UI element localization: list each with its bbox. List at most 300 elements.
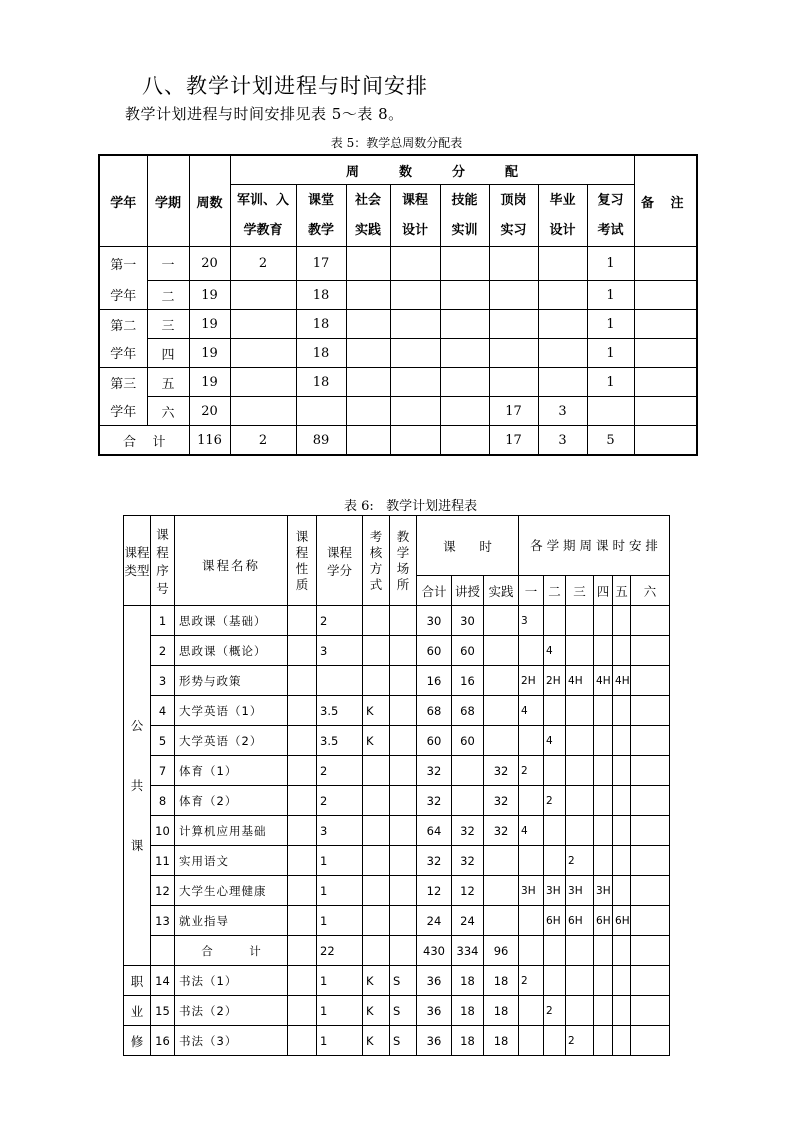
- category-career-course: 业: [124, 996, 151, 1026]
- cell-text-line: 课: [295, 528, 309, 544]
- total-c1: 2: [230, 426, 296, 456]
- cell-total-hours: 30: [417, 606, 452, 636]
- cell-term-hours: [544, 816, 566, 846]
- header-c7: [538, 185, 587, 247]
- cell-term-hours: [519, 846, 544, 876]
- header-course-nature: [288, 516, 317, 606]
- cell-nature: [288, 696, 317, 726]
- cell-c1: 2: [230, 247, 296, 281]
- cell-total-hours: 32: [417, 846, 452, 876]
- header-year: 学年: [99, 155, 147, 247]
- intro-paragraph: 教学计划进程与时间安排见表 5～表 8。: [125, 105, 404, 123]
- cell-nature: [288, 606, 317, 636]
- cell-nature: [288, 876, 317, 906]
- cell-venue: [390, 666, 417, 696]
- cell-practice-hours: [484, 606, 519, 636]
- cell-c8: 1: [587, 281, 634, 310]
- cell-text-line: 设计: [401, 222, 428, 238]
- cell-text-line: 课程: [156, 526, 169, 560]
- cell-term: 四: [147, 339, 189, 368]
- cell-course-name: 思政课（基础）: [175, 606, 288, 636]
- cell-c2: [296, 397, 346, 426]
- table6-row: [124, 966, 670, 996]
- cell-practice-hours: [484, 666, 519, 696]
- table6-row: [124, 606, 670, 636]
- cell-text-line: 所: [396, 576, 410, 592]
- cell-text-line: 军训、入: [236, 192, 289, 208]
- cell-term-hours: 2: [566, 846, 594, 876]
- cell-total-hours: 68: [417, 696, 452, 726]
- cell-total-hours: 64: [417, 816, 452, 846]
- cell-term-hours: [519, 636, 544, 666]
- cell-exam: [363, 906, 390, 936]
- cell-lecture-hours: 18: [452, 1026, 484, 1056]
- cell-term-hours: [613, 1026, 631, 1056]
- cell-c6: [489, 339, 538, 368]
- cell-total-hours: 32: [417, 786, 452, 816]
- cell-total-hours: 12: [417, 876, 452, 906]
- cell-c1: [230, 310, 296, 339]
- cell-nature: [288, 966, 317, 996]
- cell-venue: S: [390, 1026, 417, 1056]
- header-hours-sub: 实践: [484, 576, 519, 606]
- cell-course-name: 就业指导: [175, 906, 288, 936]
- cell-year: 第三: [99, 368, 147, 397]
- cell-term-hours: [566, 936, 594, 966]
- cell-seq: 3: [151, 666, 175, 696]
- cell-practice-hours: 18: [484, 966, 519, 996]
- header-hours: 课 时: [417, 516, 519, 576]
- category-career-course: 修: [124, 1026, 151, 1056]
- weeks-allocation-table: [98, 154, 698, 456]
- cell-exam: [363, 636, 390, 666]
- cell-c7: [538, 281, 587, 310]
- cell-c4: [390, 397, 440, 426]
- cell-text-line: 顶岗: [500, 192, 527, 208]
- total-weeks: 116: [189, 426, 230, 456]
- cell-term-hours: [594, 756, 613, 786]
- cell-term-hours: 6H: [613, 906, 631, 936]
- cell-text-line: 复习: [597, 192, 624, 208]
- cell-c7: 3: [538, 397, 587, 426]
- cell-term-hours: 3H: [566, 876, 594, 906]
- cell-term-hours: [631, 846, 670, 876]
- header-c4: [390, 185, 440, 247]
- cell-year: 学年: [99, 339, 147, 368]
- cell-term-hours: [519, 936, 544, 966]
- cell-c8: 1: [587, 310, 634, 339]
- cell-lecture-hours: 60: [452, 726, 484, 756]
- cell-lecture-hours: 60: [452, 636, 484, 666]
- table6-row: [124, 696, 670, 726]
- cell-venue: S: [390, 996, 417, 1026]
- cell-exam: K: [363, 696, 390, 726]
- cell-weeks: 19: [189, 339, 230, 368]
- cell-nature: [288, 786, 317, 816]
- cell-seq: 13: [151, 906, 175, 936]
- cell-venue: [390, 756, 417, 786]
- cell-weeks: 19: [189, 368, 230, 397]
- cell-practice-hours: 32: [484, 816, 519, 846]
- cell-practice-hours: 18: [484, 1026, 519, 1056]
- cell-c5: [440, 310, 489, 339]
- cell-term-hours: [613, 696, 631, 726]
- table6-header-row: [124, 516, 670, 576]
- cell-text-line: 教: [396, 528, 410, 544]
- cell-term-hours: [631, 606, 670, 636]
- cell-lecture-hours: [452, 756, 484, 786]
- cell-term-hours: 3H: [544, 876, 566, 906]
- header-c8: [587, 185, 634, 247]
- cell-term-hours: [594, 966, 613, 996]
- cell-practice-hours: [484, 696, 519, 726]
- total-c5: [440, 426, 489, 456]
- cell-term-hours: 6H: [544, 906, 566, 936]
- cell-c4: [390, 368, 440, 397]
- cell-practice-hours: 32: [484, 786, 519, 816]
- table5-row: [99, 368, 697, 397]
- cell-text-line: 社会: [354, 192, 381, 208]
- cell-venue: [390, 636, 417, 666]
- cell-c2: 18: [296, 310, 346, 339]
- cell-term-hours: [613, 786, 631, 816]
- cell-note: [634, 247, 697, 281]
- header-c6: [489, 185, 538, 247]
- cell-term-hours: 2H: [519, 666, 544, 696]
- cell-credit: 1: [317, 966, 363, 996]
- cell-venue: [390, 936, 417, 966]
- cell-term-hours: [594, 606, 613, 636]
- cell-c4: [390, 281, 440, 310]
- table6-row: [124, 906, 670, 936]
- cell-term-hours: [566, 636, 594, 666]
- cell-c8: 1: [587, 368, 634, 397]
- cell-c5: [440, 247, 489, 281]
- cell-term-hours: 3: [519, 606, 544, 636]
- cell-venue: [390, 696, 417, 726]
- cell-term-hours: 2: [566, 1026, 594, 1056]
- cell-exam: [363, 846, 390, 876]
- section-heading: 八、教学计划进程与时间安排: [142, 74, 428, 98]
- cell-term-hours: [613, 636, 631, 666]
- cell-seq: 2: [151, 636, 175, 666]
- cell-text-line: 课程: [401, 192, 428, 208]
- header-term: 学期: [147, 155, 189, 247]
- cell-term-hours: [613, 816, 631, 846]
- cell-c5: [440, 368, 489, 397]
- cell-c2: 18: [296, 368, 346, 397]
- cell-exam: [363, 876, 390, 906]
- cell-note: [634, 397, 697, 426]
- table6-row: [124, 786, 670, 816]
- cell-text-line: 教学: [307, 222, 334, 238]
- cell-credit: 2: [317, 606, 363, 636]
- table6-row: [124, 666, 670, 696]
- header-course-type: [124, 516, 151, 606]
- cell-practice-hours: [484, 876, 519, 906]
- cell-c3: [346, 281, 390, 310]
- cell-term-hours: [631, 756, 670, 786]
- cell-text-line: 设计: [549, 222, 576, 238]
- cell-term-hours: 2: [544, 786, 566, 816]
- cell-venue: [390, 606, 417, 636]
- cell-nature: [288, 936, 317, 966]
- header-term-一: 一: [519, 576, 544, 606]
- cell-note: [634, 281, 697, 310]
- cell-venue: [390, 786, 417, 816]
- cell-text-line: 实训: [451, 222, 478, 238]
- cell-c5: [440, 281, 489, 310]
- cell-lecture-hours: 12: [452, 876, 484, 906]
- table5-row: [99, 247, 697, 281]
- cell-text-line: 式: [369, 576, 383, 592]
- table6-subtotal-row: [124, 936, 670, 966]
- cell-term: 一: [147, 247, 189, 281]
- cell-lecture-hours: 24: [452, 906, 484, 936]
- cell-course-name: 实用语文: [175, 846, 288, 876]
- cell-note: [634, 310, 697, 339]
- cell-seq: 14: [151, 966, 175, 996]
- cell-c6: [489, 368, 538, 397]
- cell-seq: 1: [151, 606, 175, 636]
- cell-credit: 1: [317, 906, 363, 936]
- header-term-三: 三: [566, 576, 594, 606]
- header-hours-sub: 合计: [417, 576, 452, 606]
- cell-credit: 2: [317, 786, 363, 816]
- cell-text-line: 程: [295, 544, 309, 560]
- cell-term-hours: [631, 786, 670, 816]
- cell-credit: [317, 666, 363, 696]
- cell-lecture-hours: [452, 786, 484, 816]
- table5-row: [99, 310, 697, 339]
- table5-total-row: [99, 426, 697, 456]
- cell-term-hours: [631, 936, 670, 966]
- cell-venue: [390, 846, 417, 876]
- header-term-五: 五: [613, 576, 631, 606]
- cell-text-line: 毕业: [549, 192, 576, 208]
- cell-term-hours: [594, 996, 613, 1026]
- cell-term-hours: 4H: [594, 666, 613, 696]
- cell-year: 学年: [99, 397, 147, 426]
- cell-text-line: 质: [295, 576, 309, 592]
- cell-term-hours: [613, 876, 631, 906]
- cell-term-hours: [613, 606, 631, 636]
- cell-lecture-hours: 30: [452, 606, 484, 636]
- cell-term-hours: 4H: [566, 666, 594, 696]
- cell-lecture-hours: 18: [452, 966, 484, 996]
- cell-term-hours: [631, 1026, 670, 1056]
- cell-weeks: 20: [189, 247, 230, 281]
- cell-text-line: 学: [396, 544, 410, 560]
- cell-course-name: 计算机应用基础: [175, 816, 288, 846]
- cell-term-hours: [566, 726, 594, 756]
- cell-term-hours: 4H: [613, 666, 631, 696]
- cell-term-hours: [594, 846, 613, 876]
- cell-text-line: 场: [396, 560, 410, 576]
- header-note: 备 注: [634, 155, 697, 247]
- cell-text-line: 课堂: [307, 192, 334, 208]
- cell-term-hours: [566, 966, 594, 996]
- total-c4: [390, 426, 440, 456]
- table6-row: [124, 846, 670, 876]
- cell-term-hours: [544, 756, 566, 786]
- cell-term-hours: [631, 966, 670, 996]
- cell-term-hours: [544, 606, 566, 636]
- cell-term: 二: [147, 281, 189, 310]
- header-weeks-allocation: 周数分配: [230, 155, 634, 185]
- cell-term: 六: [147, 397, 189, 426]
- cell-seq: [151, 936, 175, 966]
- cell-term-hours: [519, 726, 544, 756]
- cell-text-line: 公: [130, 717, 144, 733]
- cell-c8: 1: [587, 339, 634, 368]
- cell-term-hours: 3H: [519, 876, 544, 906]
- cell-text-line: 课程: [124, 544, 150, 560]
- cell-term-hours: [544, 1026, 566, 1056]
- cell-exam: K: [363, 966, 390, 996]
- cell-course-name: 形势与政策: [175, 666, 288, 696]
- cell-term-hours: 4: [544, 636, 566, 666]
- table6-row: [124, 756, 670, 786]
- cell-term-hours: [631, 696, 670, 726]
- cell-c1: [230, 339, 296, 368]
- cell-nature: [288, 1026, 317, 1056]
- cell-exam: K: [363, 996, 390, 1026]
- cell-term-hours: 6H: [566, 906, 594, 936]
- teaching-plan-table: [123, 515, 670, 1056]
- cell-seq: 8: [151, 786, 175, 816]
- cell-course-name: 体育（1）: [175, 756, 288, 786]
- cell-term-hours: 4: [519, 696, 544, 726]
- cell-c8: [587, 397, 634, 426]
- cell-term-hours: [566, 996, 594, 1026]
- cell-exam: K: [363, 726, 390, 756]
- cell-term-hours: [631, 726, 670, 756]
- header-credit: [317, 516, 363, 606]
- cell-exam: [363, 606, 390, 636]
- category-public-course: [124, 606, 151, 966]
- cell-nature: [288, 756, 317, 786]
- cell-text-line: 学分: [326, 562, 352, 578]
- table6-row: [124, 816, 670, 846]
- cell-term-hours: 3H: [594, 876, 613, 906]
- cell-term-hours: [519, 906, 544, 936]
- cell-venue: [390, 906, 417, 936]
- cell-credit: 1: [317, 876, 363, 906]
- cell-seq: 10: [151, 816, 175, 846]
- total-c2: 89: [296, 426, 346, 456]
- cell-exam: [363, 786, 390, 816]
- cell-lecture-hours: 18: [452, 996, 484, 1026]
- cell-term-hours: 2: [519, 756, 544, 786]
- cell-total-hours: 60: [417, 726, 452, 756]
- cell-seq: 11: [151, 846, 175, 876]
- cell-c3: [346, 368, 390, 397]
- cell-term-hours: [631, 906, 670, 936]
- cell-total-hours: 36: [417, 996, 452, 1026]
- cell-text-line: 共: [130, 777, 144, 793]
- table6-body: [124, 606, 670, 1056]
- cell-c3: [346, 310, 390, 339]
- total-note: [634, 426, 697, 456]
- cell-term-hours: [519, 786, 544, 816]
- header-hours-sub: 讲授: [452, 576, 484, 606]
- cell-c5: [440, 339, 489, 368]
- cell-credit: 3.5: [317, 726, 363, 756]
- cell-term-hours: [544, 696, 566, 726]
- table6-row: [124, 726, 670, 756]
- cell-exam: [363, 756, 390, 786]
- cell-c6: [489, 281, 538, 310]
- cell-c3: [346, 397, 390, 426]
- cell-term-hours: [631, 876, 670, 906]
- cell-nature: [288, 666, 317, 696]
- cell-nature: [288, 906, 317, 936]
- cell-c1: [230, 281, 296, 310]
- table5-header-row: [99, 155, 697, 185]
- cell-c3: [346, 247, 390, 281]
- cell-term-hours: [594, 696, 613, 726]
- cell-term-hours: [594, 936, 613, 966]
- cell-text-line: 实践: [354, 222, 381, 238]
- cell-term-hours: [613, 756, 631, 786]
- cell-term: 五: [147, 368, 189, 397]
- table6-row: [124, 996, 670, 1026]
- cell-seq: 16: [151, 1026, 175, 1056]
- cell-nature: [288, 846, 317, 876]
- table5-row: [99, 339, 697, 368]
- cell-c4: [390, 310, 440, 339]
- cell-seq: 4: [151, 696, 175, 726]
- cell-credit: 1: [317, 1026, 363, 1056]
- cell-term-hours: [594, 1026, 613, 1056]
- table5-row: [99, 281, 697, 310]
- cell-practice-hours: 32: [484, 756, 519, 786]
- cell-note: [634, 339, 697, 368]
- cell-text-line: 考试: [597, 222, 624, 238]
- cell-term-hours: 2: [519, 966, 544, 996]
- header-c3: [346, 185, 390, 247]
- cell-nature: [288, 996, 317, 1026]
- cell-nature: [288, 636, 317, 666]
- cell-text-line: 性: [295, 560, 309, 576]
- cell-term-hours: [566, 696, 594, 726]
- cell-practice-hours: [484, 906, 519, 936]
- header-c5: [440, 185, 489, 247]
- cell-text-line: 实习: [500, 222, 527, 238]
- cell-term-hours: [594, 636, 613, 666]
- cell-practice-hours: [484, 846, 519, 876]
- cell-c7: [538, 310, 587, 339]
- cell-course-name: 书法（3）: [175, 1026, 288, 1056]
- cell-exam: [363, 666, 390, 696]
- cell-total-hours: 24: [417, 906, 452, 936]
- cell-term-hours: [631, 816, 670, 846]
- table5-body: [99, 247, 697, 456]
- cell-term-hours: [631, 636, 670, 666]
- cell-seq: 5: [151, 726, 175, 756]
- cell-credit: 2: [317, 756, 363, 786]
- cell-c6: 17: [489, 397, 538, 426]
- subtotal-label: 合 计: [175, 936, 288, 966]
- cell-term-hours: 2H: [544, 666, 566, 696]
- cell-venue: [390, 876, 417, 906]
- header-c1: [230, 185, 296, 247]
- cell-c4: [390, 339, 440, 368]
- table6-header: [124, 516, 670, 606]
- cell-nature: [288, 816, 317, 846]
- cell-total-hours: 16: [417, 666, 452, 696]
